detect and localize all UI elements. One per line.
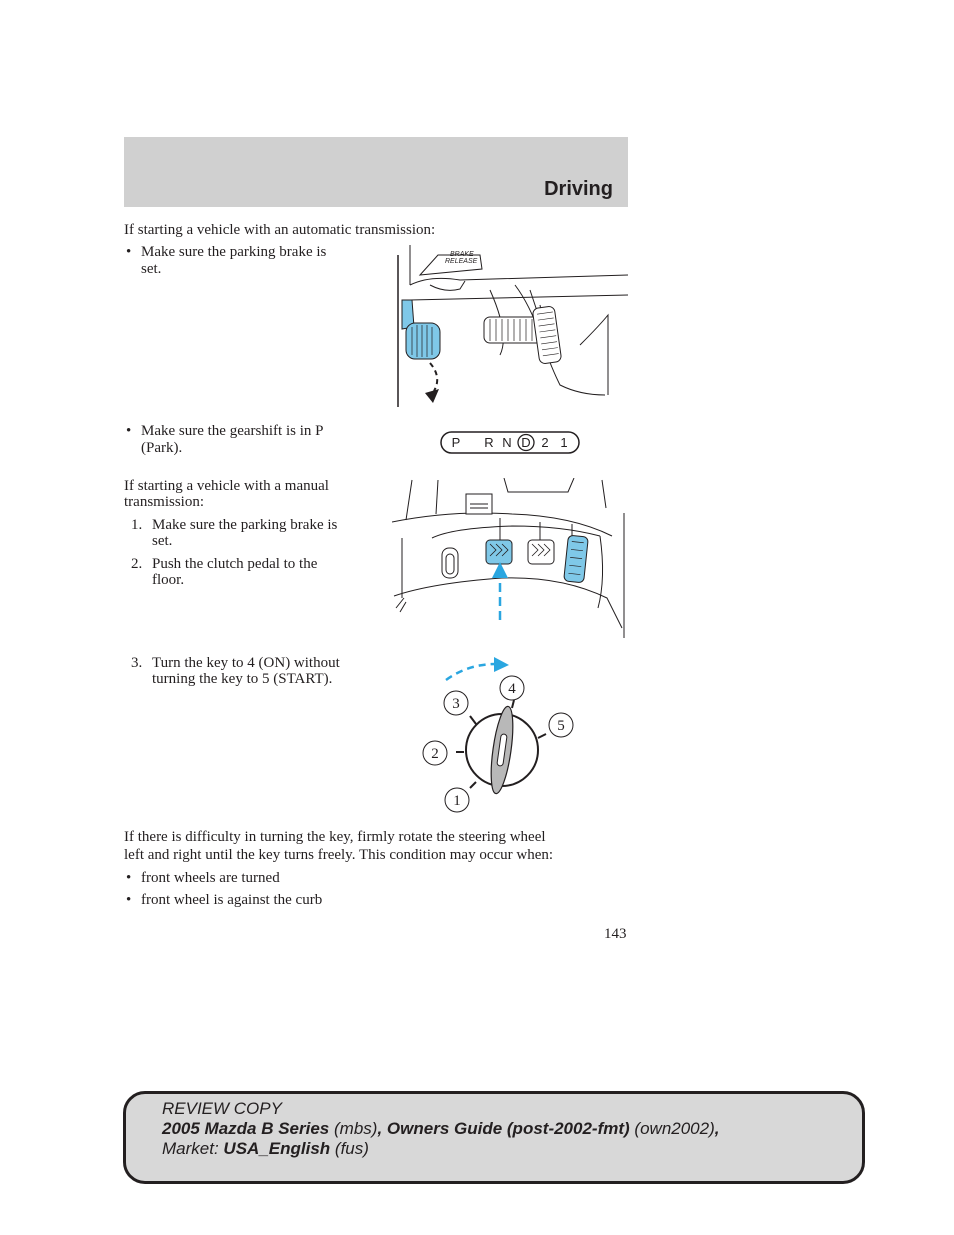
accelerator-pedal <box>564 535 589 583</box>
footer-market-code: (fus) <box>334 1139 369 1158</box>
footer-market-line <box>162 1139 369 1159</box>
auto-bullet-1-line-2: set. <box>141 261 162 277</box>
gear-p: P <box>451 435 461 450</box>
step-1-line-1: Make sure the parking brake is <box>152 517 338 533</box>
difficulty-bullet-2: front wheel is against the curb <box>141 892 323 908</box>
auto-intro: If starting a vehicle with an automatic transmission: <box>124 222 436 238</box>
footer-review-line <box>162 1099 282 1119</box>
parking-brake-pedal <box>402 300 440 359</box>
section-header-band <box>124 137 628 207</box>
step-3-line-2: turning the key to 5 (START). <box>152 671 333 687</box>
gear-r: R <box>484 435 494 450</box>
step-2-number: 2. <box>131 556 143 572</box>
accelerator-pedal <box>532 306 562 365</box>
step-1-line-2: set. <box>152 533 173 549</box>
pedal-down-arrow <box>425 363 439 403</box>
gear-d: D <box>521 435 531 450</box>
ignition-label-4: 4 <box>508 681 516 697</box>
gear-n: N <box>502 435 512 450</box>
bullet-mark: • <box>126 423 132 439</box>
bullet-mark: • <box>126 892 132 908</box>
step-2-line-2: floor. <box>152 572 185 588</box>
bullet-mark: • <box>126 244 132 260</box>
ignition-label-5: 5 <box>557 718 565 734</box>
step-3-number: 3. <box>131 655 143 671</box>
parking-brake-illustration <box>390 245 630 410</box>
footer-model: 2005 Mazda B Series <box>162 1119 330 1138</box>
step-3-line-1: Turn the key to 4 (ON) without <box>152 655 340 671</box>
footer-separator: , <box>377 1119 383 1138</box>
clutch-pedal-illustration <box>392 478 632 640</box>
auto-bullet-2-line-2: (Park). <box>141 440 183 456</box>
manual-intro-line-2: transmission: <box>124 494 205 510</box>
ignition-illustration <box>416 656 586 816</box>
brake-release-label-2: RELEASE <box>445 258 478 265</box>
review-copy-footer <box>123 1091 865 1184</box>
ignition-label-2: 2 <box>431 746 439 762</box>
ignition-label-1: 1 <box>453 793 461 809</box>
gear-2: 2 <box>541 435 549 450</box>
footer-model-line <box>162 1119 719 1139</box>
footer-review-label: REVIEW COPY <box>162 1099 282 1118</box>
bullet-mark: • <box>126 870 132 886</box>
ignition-label-3: 3 <box>452 696 460 712</box>
shift-lever <box>466 494 492 514</box>
gear-indicator <box>440 431 582 455</box>
brake-pedal-pad <box>528 540 554 564</box>
difficulty-bullet-1: front wheels are turned <box>141 870 280 886</box>
step-1-number: 1. <box>131 517 143 533</box>
footer-guide: Owners Guide (post-2002-fmt) <box>386 1119 630 1138</box>
manual-intro-line-1: If starting a vehicle with a manual <box>124 478 329 494</box>
difficulty-line-1: If there is difficulty in turning the key, firmly rotate the steering wheel <box>124 829 546 845</box>
side-lever <box>442 548 458 578</box>
section-title: Driving <box>544 178 613 200</box>
brake-release-label-1: BRAKE <box>450 251 474 258</box>
clutch-pedal-pad <box>486 540 512 564</box>
footer-guide-code: (own2002) <box>634 1119 715 1138</box>
auto-bullet-2-line-1: Make sure the gearshift is in P <box>141 423 324 439</box>
footer-market-label: Market: <box>162 1139 219 1158</box>
footer-separator: , <box>714 1119 720 1138</box>
difficulty-line-2: left and right until the key turns freely. This condition may occur when: <box>124 847 554 863</box>
rotation-arrow <box>446 657 509 680</box>
auto-bullet-1-line-1: Make sure the parking brake is <box>141 244 327 260</box>
footer-market: USA_English <box>223 1139 331 1158</box>
push-up-arrow <box>492 562 508 620</box>
step-2-line-1: Push the clutch pedal to the <box>152 556 318 572</box>
gear-1: 1 <box>560 435 568 450</box>
footer-model-code: (mbs) <box>334 1119 378 1138</box>
page-number: 143 <box>604 926 627 942</box>
